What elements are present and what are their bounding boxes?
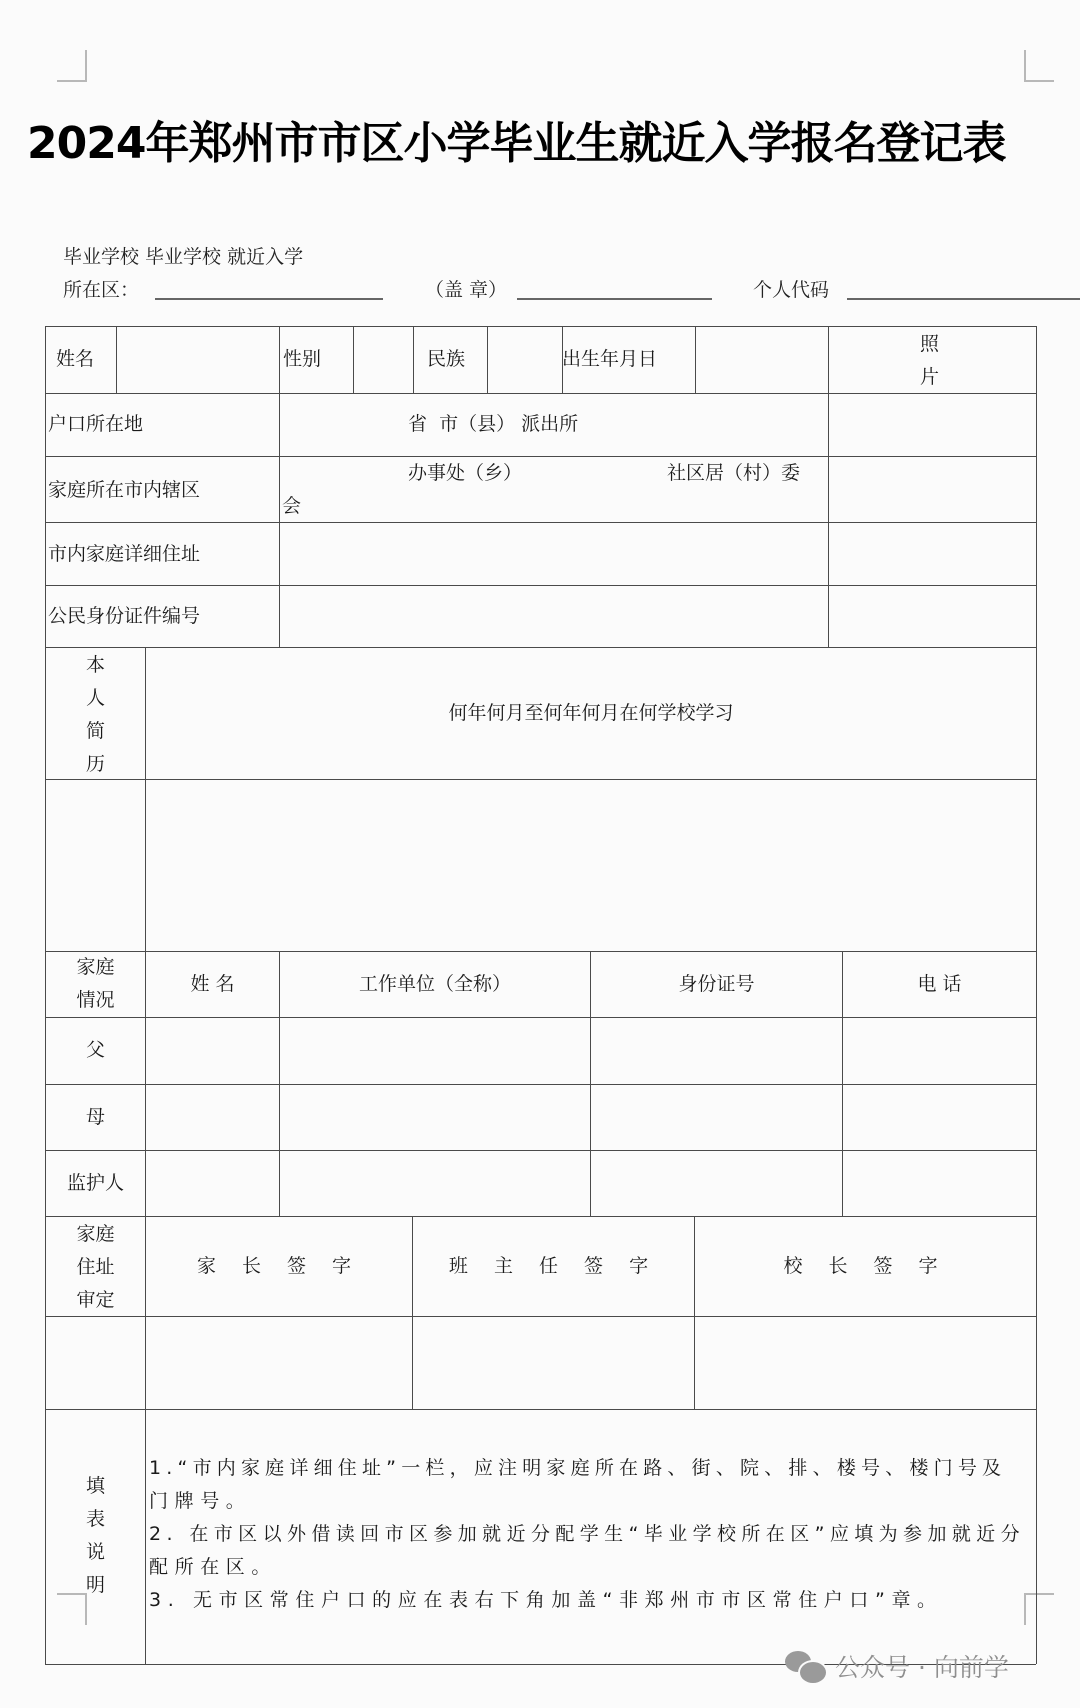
- page-title: 2024年郑州市市区小学毕业生就近入学报名登记表: [27, 118, 1006, 169]
- instruction-line-2: 2. 在市区以外借读回市区参加就近分配学生“毕业学校所在区”应填为参加就近分: [149, 1523, 1026, 1545]
- teacher-signature-field[interactable]: [414, 1318, 692, 1407]
- instructions-label: 填 表 说 明: [85, 1475, 105, 1596]
- address-field[interactable]: [281, 524, 826, 583]
- id-number-field[interactable]: [281, 587, 826, 645]
- seal-label: （盖 章）: [425, 279, 508, 301]
- principal-signature-label: 校 长 签 字: [783, 1255, 948, 1277]
- instruction-line-3: 3. 无市区常住户口的应在表右下角加盖“非郑州市市区常住户口”章。: [149, 1589, 943, 1611]
- name-label: 姓名: [56, 348, 95, 370]
- watermark-text: 公众号 · 向前学: [835, 1653, 1009, 1682]
- parent-signature-label: 家 长 签 字: [196, 1255, 362, 1277]
- family-father-fields[interactable]: [147, 1019, 1034, 1082]
- family-guardian-fields[interactable]: [147, 1152, 1034, 1214]
- principal-signature-field[interactable]: [696, 1318, 1034, 1407]
- home-district-label: 家庭所在市内辖区: [48, 479, 201, 501]
- resume-header: 何年何月至何年何月在何学校学习: [448, 702, 734, 724]
- family-row-guardian: 监护人: [66, 1172, 124, 1194]
- gender-field[interactable]: [355, 328, 411, 391]
- watermark: [785, 1648, 1009, 1684]
- crop-mark-bottom-right: [1024, 1593, 1054, 1625]
- crop-mark-top-right: [1024, 50, 1054, 82]
- id-number-label: 公民身份证件编号: [48, 605, 201, 627]
- personal-code-label: 个人代码: [753, 279, 830, 301]
- family-col-work-unit: 工作单位（全称）: [358, 973, 511, 995]
- family-row-father: 父: [85, 1039, 105, 1061]
- family-col-name: 姓 名: [190, 973, 235, 995]
- teacher-signature-label: 班 主 任 签 字: [448, 1255, 659, 1277]
- birth-date-field[interactable]: [697, 328, 826, 391]
- district-field[interactable]: [155, 298, 383, 300]
- graduation-school-header: 毕业学校 毕业学校 就近入学: [63, 246, 304, 268]
- family-row-mother: 母: [85, 1106, 105, 1128]
- instruction-line-2b: 配所在区。: [149, 1556, 278, 1578]
- wechat-icon: [785, 1649, 827, 1683]
- instruction-line-1: 1.“市内家庭详细住址”一栏，应注明家庭所在路、街、院、排、楼号、楼门号及: [149, 1457, 1007, 1479]
- family-mother-fields[interactable]: [147, 1086, 1034, 1148]
- hukou-template[interactable]: 省 市（县） 派出所: [408, 413, 579, 435]
- address-label: 市内家庭详细住址: [48, 543, 201, 565]
- instruction-line-1b: 门牌号。: [149, 1490, 252, 1512]
- personal-code-field[interactable]: [847, 298, 1080, 300]
- resume-label: 本 人 简 历: [85, 654, 105, 775]
- family-col-phone: 电 话: [917, 973, 962, 995]
- ethnicity-label: 民族: [427, 348, 466, 370]
- family-col-id: 身份证号: [678, 973, 755, 995]
- family-label: 家庭 情况: [76, 956, 115, 1011]
- gender-label: 性别: [283, 348, 322, 370]
- photo-label-1: 照: [920, 333, 940, 355]
- photo-area[interactable]: [830, 395, 1034, 645]
- school-field[interactable]: [517, 298, 712, 300]
- home-district-template-2[interactable]: 社区居（村）委: [667, 462, 801, 484]
- birth-date-label: 出生年月日: [562, 348, 658, 370]
- hukou-label: 户口所在地: [48, 413, 144, 435]
- district-label: 所在区：: [63, 279, 140, 301]
- address-review-label: 家庭 住址 审定: [76, 1223, 115, 1311]
- photo-label-2: 片: [920, 366, 940, 388]
- parent-signature-field[interactable]: [147, 1318, 410, 1407]
- home-district-template-1[interactable]: 办事处（乡）: [408, 462, 523, 484]
- ethnicity-field[interactable]: [489, 328, 560, 391]
- resume-field[interactable]: [147, 781, 1034, 949]
- name-field[interactable]: [118, 328, 277, 391]
- home-district-template-3: 会: [282, 495, 302, 517]
- crop-mark-top-left: [57, 50, 87, 82]
